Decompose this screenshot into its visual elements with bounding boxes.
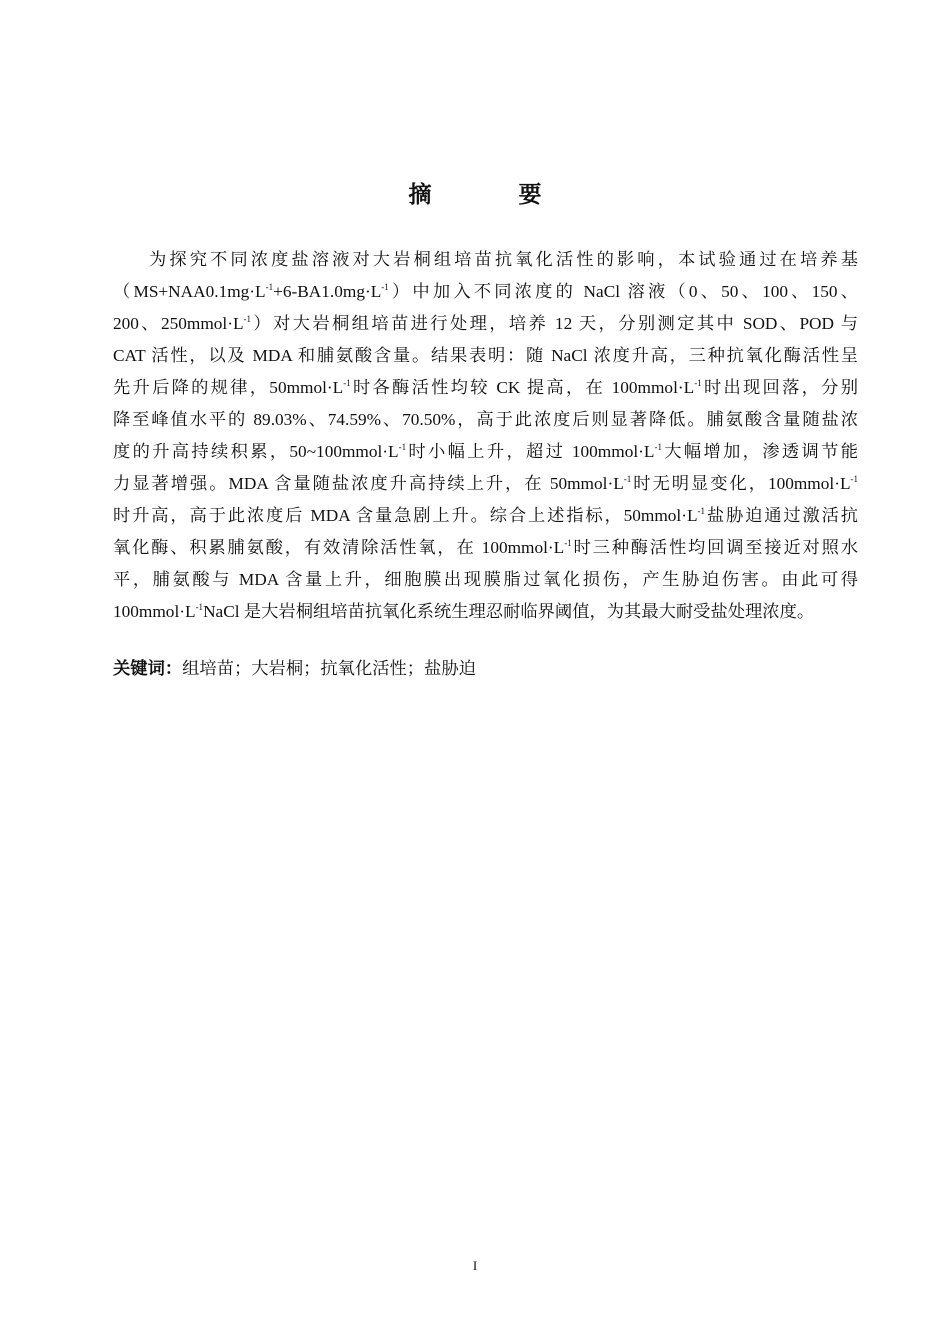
unit-superscript: -1: [398, 442, 407, 452]
abstract-line: [113, 564, 858, 596]
page-title: 摘 要: [408, 182, 574, 207]
abstract-text: CAT 活性，以及 MDA 和脯氨酸含量。结果表明：随 NaCl 浓度升高，三种抗氧化酶活性呈: [113, 346, 858, 365]
abstract-text: 100mmol·L: [113, 602, 196, 621]
abstract-text: 为探究不同浓度盐溶液对大岩桐组培苗抗氧化活性的影响，本试验通过在培养基: [149, 250, 858, 269]
abstract-text: +6-BA1.0mg·L: [273, 282, 382, 301]
keywords-label: 关键词：: [113, 659, 183, 678]
abstract-text: 氧化酶、积累脯氨酸，有效清除活性氧，在 100mmol·L: [113, 538, 565, 557]
abstract-line: [113, 468, 858, 500]
abstract-text: 度的升高持续积累，50~100mmol·L: [113, 442, 399, 461]
unit-superscript: -1: [623, 474, 632, 484]
abstract-text: 降至峰值水平的 89.03%、74.59%、70.50%，高于此浓度后则显著降低。脯氨酸含量随盐浓: [113, 410, 858, 429]
abstract-line: [113, 372, 858, 404]
abstract-text: 平，脯氨酸与 MDA 含量上升，细胞膜出现膜脂过氧化损伤，产生胁迫伤害。由此可得: [113, 570, 858, 589]
abstract-text: 盐胁迫通过激活抗: [705, 506, 858, 525]
abstract-text: 时各酶活性均较 CK 提高，在 100mmol·L: [350, 378, 695, 397]
abstract-text: 时无明显变化，100mmol·L: [631, 474, 851, 493]
abstract-text: （MS+NAA0.1mg·L: [113, 282, 266, 301]
abstract-line: [113, 244, 858, 276]
abstract-text: NaCl 是大岩桐组培苗抗氧化系统生理忍耐临界阈值，为其最大耐受盐处理浓度。: [203, 602, 815, 621]
unit-superscript: -1: [243, 314, 252, 324]
abstract-line: [113, 532, 858, 564]
unit-superscript: -1: [654, 442, 662, 452]
unit-superscript: -1: [694, 378, 702, 388]
unit-superscript: -1: [195, 602, 204, 612]
unit-superscript: -1: [381, 282, 389, 292]
abstract-line: [113, 276, 858, 308]
unit-superscript: -1: [697, 506, 706, 516]
abstract-line: [113, 404, 858, 436]
abstract-line: [113, 340, 858, 372]
page-number: I: [472, 1258, 478, 1273]
abstract-text: 时升高，高于此浓度后 MDA 含量急剧上升。综合上述指标，50mmol·L: [113, 506, 698, 525]
abstract-text: 力显著增强。MDA 含量随盐浓度升高持续上升，在 50mmol·L: [113, 474, 624, 493]
abstract-line: [113, 500, 858, 532]
abstract-text: 大幅增加，渗透调节能: [661, 442, 858, 461]
unit-superscript: -1: [265, 282, 274, 292]
abstract-line: [113, 596, 858, 628]
unit-superscript: -1: [564, 538, 572, 548]
abstract-text: 时三种酶活性均回调至接近对照水: [571, 538, 858, 557]
abstract-line: [113, 308, 858, 340]
keywords-text: 组培苗；大岩桐；抗氧化活性；盐胁迫: [182, 659, 476, 678]
keywords-line: [113, 657, 476, 681]
abstract-text: ）中加入不同浓度的 NaCl 溶液（0、50、100、150、: [388, 282, 858, 301]
abstract-body: [113, 244, 858, 628]
abstract-text: 时出现回落，分别: [701, 378, 858, 397]
abstract-text: 200、250mmol·L: [113, 314, 244, 333]
abstract-line: [113, 436, 858, 468]
abstract-text: 先升后降的规律，50mmol·L: [113, 378, 344, 397]
abstract-text: 时小幅上升，超过 100mmol·L: [406, 442, 655, 461]
abstract-text: ）对大岩桐组培苗进行处理，培养 12 天，分别测定其中 SOD、POD 与: [251, 314, 858, 333]
unit-superscript: -1: [343, 378, 351, 388]
unit-superscript: -1: [850, 474, 859, 484]
